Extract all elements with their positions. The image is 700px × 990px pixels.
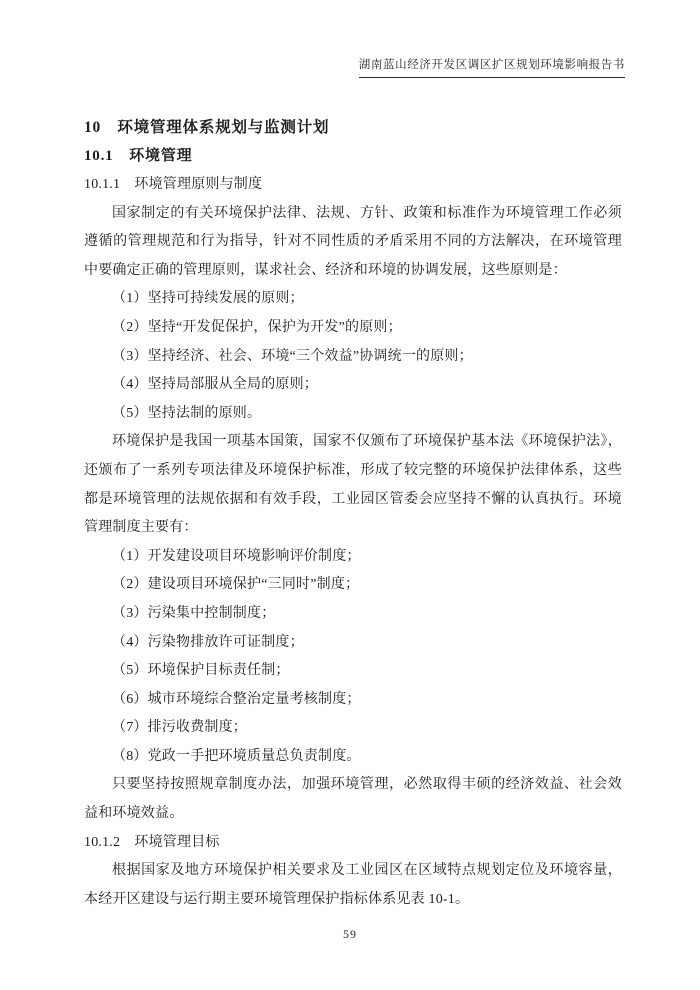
- paragraph-conclusion: 只要坚持按照规章制度办法，加强环境管理，必然取得丰硕的经济效益、社会效益和环境效益。: [84, 777, 622, 822]
- list-item: （1）坚持可持续发展的原则；: [112, 291, 304, 307]
- management-systems-list: [84, 543, 622, 772]
- list-item: （3）坚持经济、社会、环境“三个效益”协调统一的原则；: [112, 348, 473, 364]
- running-header-title: 湖南蓝山经济开发区调区扩区规划环境影响报告书: [359, 57, 625, 78]
- list-item: （5）坚持法制的原则。: [112, 405, 262, 421]
- list-item: （4）坚持局部服从全局的原则；: [112, 377, 318, 393]
- paragraph-management-goals: 根据国家及地方环境保护相关要求及工业园区在区域特点规划定位及环境容量，本经开区建设与运行期主要环境管理保护指标体系见表 10-1。: [84, 863, 622, 907]
- list-item: （1）开发建设项目环境影响评价制度；: [112, 548, 361, 564]
- page-footer: [0, 927, 700, 942]
- list-item: （3）污染集中控制制度；: [112, 605, 276, 621]
- paragraph-systems-intro: 环境保护是我国一项基本国策，国家不仅颁布了环境保护基本法《环境保护法》，还颁布了一系列专项法律及环境保护标准，形成了较完整的环境保护法律体系，这些都是环境管理的法规依据和有效手段，工业园区管委会应坚持不懈的认真执行。环境管理制度主要有：: [84, 434, 622, 536]
- subsubsection-heading-10-1-2: 10.1.2 环境管理目标: [84, 834, 220, 850]
- list-item: （7）排污收费制度；: [112, 720, 247, 736]
- list-item: （4）污染物排放许可证制度；: [112, 634, 304, 650]
- paragraph-principles-intro: 国家制定的有关环境保护法律、法规、方针、政策和标准作为环境管理工作必须遵循的管理规范和行为指导，针对不同性质的矛盾采用不同的方法解决，在环境管理中要确定正确的管理原则，谋求社会、经济和环境的协调发展，这些原则是：: [84, 205, 622, 278]
- list-item: （2）建设项目环境保护“三同时”制度；: [112, 577, 360, 593]
- list-item: （5）环境保护目标责任制；: [112, 663, 290, 679]
- running-header: [0, 57, 625, 78]
- list-item: （8）党政一手把环境质量总负责制度。: [112, 748, 361, 764]
- document-body: [84, 113, 622, 914]
- principles-list: [84, 285, 622, 428]
- section-heading-10: 10 环境管理体系规划与监测计划: [84, 119, 330, 136]
- list-item: （6）城市环境综合整治定量考核制度；: [112, 691, 361, 707]
- subsubsection-heading-10-1-1: 10.1.1 环境管理原则与制度: [84, 177, 263, 192]
- list-item: （2）坚持“开发促保护，保护为开发”的原则；: [112, 319, 402, 335]
- subsection-heading-10-1: 10.1 环境管理: [84, 148, 193, 164]
- page-number: 59: [343, 927, 357, 941]
